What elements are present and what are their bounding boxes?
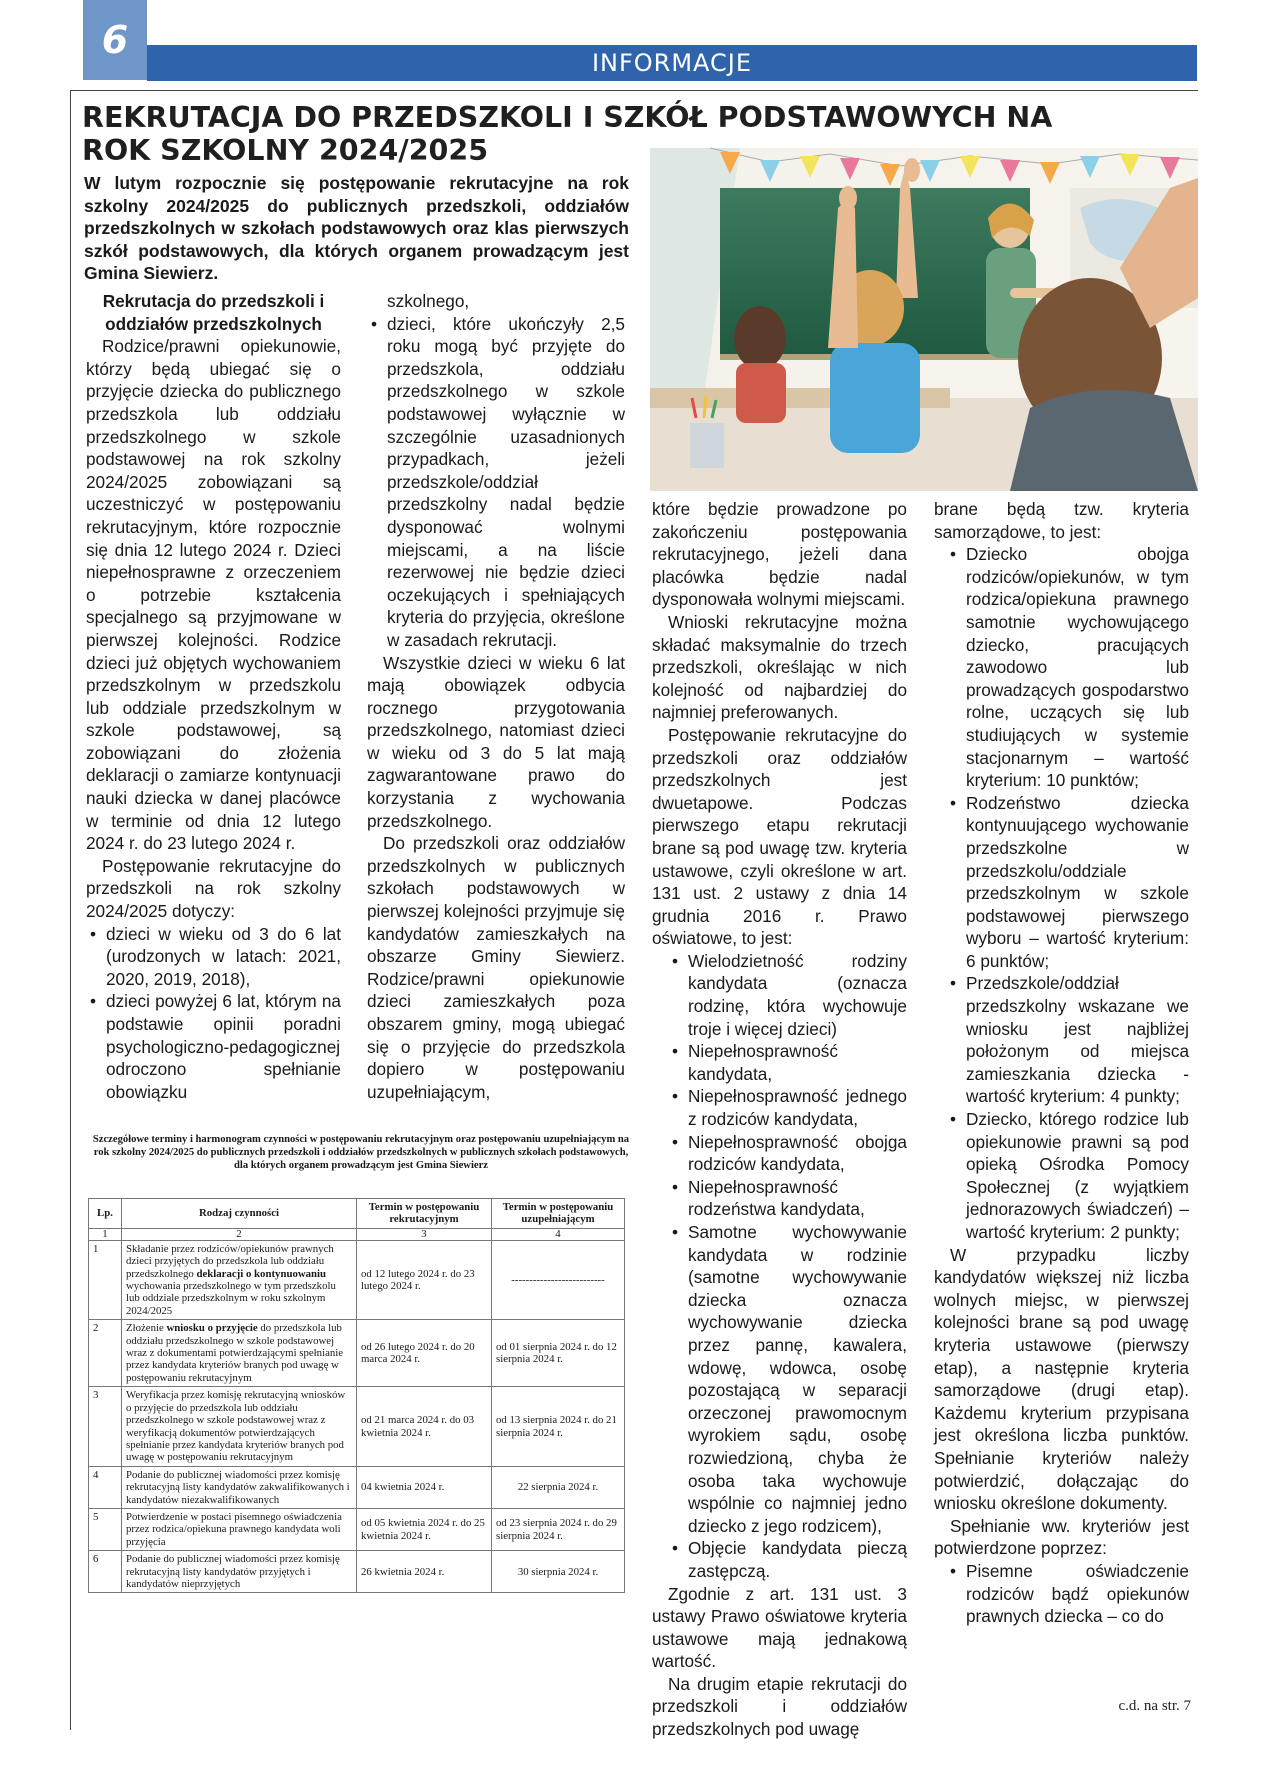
activity-cell	[122, 1240, 357, 1319]
bullet-list	[934, 1560, 1189, 1628]
activity-cell: Podanie do publicznej wiadomości przez komisję rekrutacyjną listy kandydatów przyjętych i kandydatów nieprzyjętych	[122, 1551, 357, 1593]
paragraph: szkolnego,	[387, 291, 470, 311]
section-header: INFORMACJE	[147, 45, 1197, 81]
term-supplementary: --------------------------	[492, 1240, 625, 1319]
header-lp: Lp.	[89, 1199, 122, 1229]
table-header-row	[89, 1199, 625, 1229]
paragraph: które będzie prowadzone po zakończeniu postępowania rekrutacyjnego, jeżeli dana placówka będzie nadal dysponowała wolnymi miejscami.	[652, 499, 907, 610]
paragraph: Zgodnie z art. 131 ust. 3 ustawy Prawo oświatowe kryteria ustawowe mają jednakową wartość.	[652, 1583, 907, 1672]
activity-emphasis: deklaracji o kontynuowaniu	[196, 1267, 327, 1280]
activity-cell: Podanie do publicznej wiadomości przez komisję rekrutacyjną listy kandydatów zakwalifikowanych i kandydatów niezakwalifikowanych	[122, 1466, 357, 1508]
list-item: • dzieci w wieku od 3 do 6 lat (urodzonych w latach: 2021, 2020, 2019, 2018),	[86, 923, 341, 991]
list-item: • Przedszkole/oddział przedszkolny wskazane we wniosku jest najbliżej położonym od miejsca zamieszkania dziecka - wartość kryterium: 4 punkty;	[946, 972, 1189, 1108]
activity-text: do przedszkola lub oddziału przedszkolnego w szkole podstawowej wraz z dokumentami potwierdzającymi spełnianie przez kandydata kryteriów branych pod uwagę w postępowaniu rekrutacyjnym	[126, 1322, 344, 1384]
list-item: • Dziecko obojga rodziców/opiekunów, w tym rodzica/opiekuna prawnego samotnie wychowującego dziecko, pracujących zawodowo lub prowadzących gospodarstwo rolne, uczących się lub studiujących w systemie stacjonarnym – wartość kryterium: 10 punktów;	[946, 543, 1189, 792]
term-recruitment: od 12 lutego 2024 r. do 23 lutego 2024 r.	[357, 1240, 492, 1319]
term-supplementary: od 01 sierpnia 2024 r. do 12 sierpnia 2024 r.	[492, 1320, 625, 1387]
paragraph: Wszystkie dzieci w wieku 6 lat mają obowiązek odbycia rocznego przygotowania przedszkolnego, natomiast dzieci w wieku od 3 do 5 lat mają zagwarantowane prawo do korzystania z wychowania przedszkolnego.	[367, 652, 625, 831]
term-recruitment: od 21 marca 2024 r. do 03 kwietnia 2024 r.	[357, 1387, 492, 1466]
column-number: 3	[357, 1228, 492, 1240]
activity-text: wychowania przedszkolnego w tym przedszkolu lub oddziale przedszkolnym w roku szkolnym 2024/2025	[126, 1280, 336, 1317]
statutory-criteria-list	[652, 950, 907, 1583]
classroom-photo	[650, 148, 1198, 491]
list-item: • dzieci powyżej 6 lat, którym na podstawie opinii poradni psychologiczno-pedagogicznej odroczono spełnianie obowiązku	[86, 990, 341, 1103]
activity-text: Składanie przez rodziców/opiekunów prawnych dzieci przyjętych do przedszkola lub oddziału przedszkolnego	[126, 1242, 334, 1280]
term-supplementary: od 23 sierpnia 2024 r. do 29 sierpnia 2024 r.	[492, 1508, 625, 1550]
table-row	[89, 1508, 625, 1550]
row-number: 6	[89, 1551, 122, 1593]
list-item: • Niepełnosprawność kandydata,	[668, 1040, 907, 1085]
column-3	[652, 498, 907, 1740]
header-activity: Rodzaj czynności	[122, 1199, 357, 1229]
paragraph: Spełnianie ww. kryteriów jest potwierdzone poprzez:	[934, 1515, 1189, 1559]
list-item: • Wielodzietność rodziny kandydata (oznacza rodzinę, która wychowuje troje i więcej dzieci)	[668, 950, 907, 1040]
term-recruitment: od 05 kwietnia 2024 r. do 25 kwietnia 2024 r.	[357, 1508, 492, 1550]
paragraph: Wnioski rekrutacyjne można składać maksymalnie do trzech przedszkoli, określając w nich kolejność od najbardziej do najmniej preferowanych.	[652, 611, 907, 723]
column-2	[367, 290, 625, 1136]
table-row	[89, 1466, 625, 1508]
column-number: 1	[89, 1228, 122, 1240]
bullet-list	[86, 923, 341, 1104]
term-supplementary: 30 sierpnia 2024 r.	[492, 1551, 625, 1593]
list-item: • Niepełnosprawność jednego z rodziców kandydata,	[668, 1085, 907, 1130]
paragraph: brane będą tzw. kryteria samorządowe, to jest:	[934, 499, 1189, 542]
column-number: 4	[492, 1228, 625, 1240]
paragraph: Postępowanie rekrutacyjne do przedszkoli oraz oddziałów przedszkolnych jest dwuetapowe. Podczas pierwszego etapu rekrutacji brane są pod uwagę tzw. kryteria ustawowe, czyli określone w art. 131 ust. 2 ustawy z dnia 14 grudnia 2016 r. Prawo oświatowe, to jest:	[652, 724, 907, 949]
row-number: 1	[89, 1240, 122, 1319]
activity-cell: Weryfikacja przez komisję rekrutacyjną wniosków o przyjęcie do przedszkola lub oddziału przedszkolnego w szkole podstawowej wraz z weryfikacją dokumentów potwierdzających spełnianie przez kandydata kryteriów branych pod uwagę w postępowaniu rekrutacyjnym	[122, 1387, 357, 1466]
column-1	[86, 290, 341, 1136]
table-row	[89, 1320, 625, 1387]
activity-cell	[122, 1320, 357, 1387]
table-row	[89, 1387, 625, 1466]
bullet-list	[367, 313, 625, 652]
list-item: • Niepełnosprawność rodzeństwa kandydata,	[668, 1176, 907, 1221]
row-number: 2	[89, 1320, 122, 1387]
list-item: • Pisemne oświadczenie rodziców bądź opiekunów prawnych dziecka – co do	[946, 1560, 1189, 1628]
municipal-criteria-list	[934, 543, 1189, 1243]
column-number-row	[89, 1228, 625, 1240]
left-rule	[70, 90, 71, 1730]
header-term-supplementary: Termin w postępowaniu uzupełniającym	[492, 1199, 625, 1229]
table-caption: Szczegółowe terminy i harmonogram czynności w postępowaniu rekrutacyjnym oraz postępowaniu uzupełniającym na rok szkolny 2024/2025 do publicznych przedszkoli i oddziałów przedszkolnych w publicznych szkołach podstawowych, dla których organem prowadzącym jest Gmina Siewierz	[92, 1134, 630, 1171]
paragraph: Do przedszkoli oraz oddziałów przedszkolnych w publicznych szkołach podstawowych w pierwszej kolejności przyjmuje się kandydatów zamieszkałych na obszarze Gminy Siewierz. Rodzice/prawni opiekunowie dzieci zamieszkałych poza obszarem gminy, mogą ubiegać się o przyjęcie do przedszkola dopiero w postępowaniu uzupełniającym,	[367, 833, 625, 1102]
activity-cell: Potwierdzenie w postaci pisemnego oświadczenia przez rodzica/opiekuna prawnego kandydata woli przyjęcia	[122, 1508, 357, 1550]
list-item: • dzieci, które ukończyły 2,5 roku mogą być przyjęte do przedszkola, oddziału przedszkolnego w szkole podstawowej wyłącznie w szczególnie uzasadnionych przypadkach, jeżeli przedszkole/oddział przedszkolny nadal będzie dysponować wolnymi miejscami, a na liście rezerwowej nie będzie dzieci oczekujących i spełniających kryteria do przyjęcia, określone w zasadach rekrutacji.	[367, 313, 625, 652]
article-lead: W lutym rozpocznie się postępowanie rekrutacyjne na rok szkolny 2024/2025 do publicznych przedszkoli, oddziałów przedszkolnych w szkołach podstawowych oraz klas pierwszych szkół podstawowych, dla których organem prowadzącym jest Gmina Siewierz.	[84, 173, 629, 284]
table-row	[89, 1240, 625, 1319]
activity-text: Złożenie	[126, 1322, 164, 1335]
continued-note: c.d. na str. 7	[1118, 1698, 1191, 1714]
paragraph: Na drugim etapie rekrutacji do przedszkoli i oddziałów przedszkolnych pod uwagę	[652, 1673, 907, 1740]
table-row	[89, 1551, 625, 1593]
list-item: • Rodzeństwo dziecka kontynuującego wychowanie przedszkolne w przedszkolu/oddziale przedszkolnym w szkole podstawowej pierwszego wyboru – wartość kryterium: 6 punktów;	[946, 792, 1189, 973]
paragraph: W przypadku liczby kandydatów większej niż liczba wolnych miejsc, w pierwszej kolejności brane są pod uwagę kryteria ustawowe (pierwszy etap), a następnie kryteria samorządowe (drugi etap). Każdemu kryterium przypisana jest określona liczba punktów. Spełnianie kryteriów należy potwierdzić, dołączając do wniosku określone dokumenty.	[934, 1244, 1189, 1514]
term-recruitment: od 26 lutego 2024 r. do 20 marca 2024 r.	[357, 1320, 492, 1387]
row-number: 4	[89, 1466, 122, 1508]
article-title: REKRUTACJA DO PRZEDSZKOLI I SZKÓŁ PODSTAWOWYCH NA ROK SZKOLNY 2024/2025	[82, 101, 1053, 167]
term-recruitment: 04 kwietnia 2024 r.	[357, 1466, 492, 1508]
row-number: 3	[89, 1387, 122, 1466]
paragraph: Rodzice/prawni opiekunowie, którzy będą ubiegać się o przyjęcie dziecka do publicznego przedszkola lub oddziału przedszkolnego w szkole podstawowej na rok szkolny 2024/2025 zobowiązani są uczestniczyć w postępowaniu rekrutacyjnym, które rozpocznie się dnia 12 lutego 2024 r. Dzieci niepełnosprawne z orzeczeniem o potrzebie kształcenia specjalnego są przyjmowane w pierwszej kolejności. Rodzice dzieci już objętych wychowaniem przedszkolnym w przedszkolu lub oddziale przedszkolnym w szkole podstawowej, są zobowiązani do złożenia deklaracji o zamiarze kontynuacji nauki dziecka w danej placówce w terminie od dnia 12 lutego 2024 r. do 23 lutego 2024 r.	[86, 336, 341, 854]
page-number: 6	[83, 0, 147, 80]
term-supplementary: 22 sierpnia 2024 r.	[492, 1466, 625, 1508]
list-item: • Dziecko, którego rodzice lub opiekunowie prawni są pod opieką Ośrodka Pomocy Społecznej (z wyjątkiem jednorazowych świadczeń) – wartość kryterium: 2 punkty;	[946, 1108, 1189, 1244]
subheading-preschool-recruitment: Rekrutacja do przedszkoli i oddziałów przedszkolnych	[102, 291, 325, 334]
column-4	[934, 498, 1189, 1704]
term-recruitment: 26 kwietnia 2024 r.	[357, 1551, 492, 1593]
list-item: • Objęcie kandydata pieczą zastępczą.	[668, 1537, 907, 1582]
recruitment-schedule-table	[88, 1198, 625, 1593]
term-supplementary: od 13 sierpnia 2024 r. do 21 sierpnia 2024 r.	[492, 1387, 625, 1466]
top-rule	[70, 90, 1198, 91]
list-item: • Samotne wychowywanie kandydata w rodzinie (samotne wychowywanie dziecka oznacza wychowywanie dziecka przez pannę, kawalera, wdowę, wdowca, osobę pozostającą w separacji orzeczonej prawomocnym wyrokiem sądu, osobę rozwiedzioną, chyba że osoba taka wychowuje wspólnie co najmniej jedno dziecko z jego rodzicem),	[668, 1221, 907, 1537]
paragraph: Postępowanie rekrutacyjne do przedszkoli na rok szkolny 2024/2025 dotyczy:	[86, 855, 341, 922]
activity-emphasis: wniosku o przyjęcie	[166, 1322, 258, 1335]
row-number: 5	[89, 1508, 122, 1550]
header-term-recruitment: Termin w postępowaniu rekrutacyjnym	[357, 1199, 492, 1229]
list-item: • Niepełnosprawność obojga rodziców kandydata,	[668, 1131, 907, 1176]
classroom-photo-illustration	[650, 148, 1198, 491]
column-number: 2	[122, 1228, 357, 1240]
